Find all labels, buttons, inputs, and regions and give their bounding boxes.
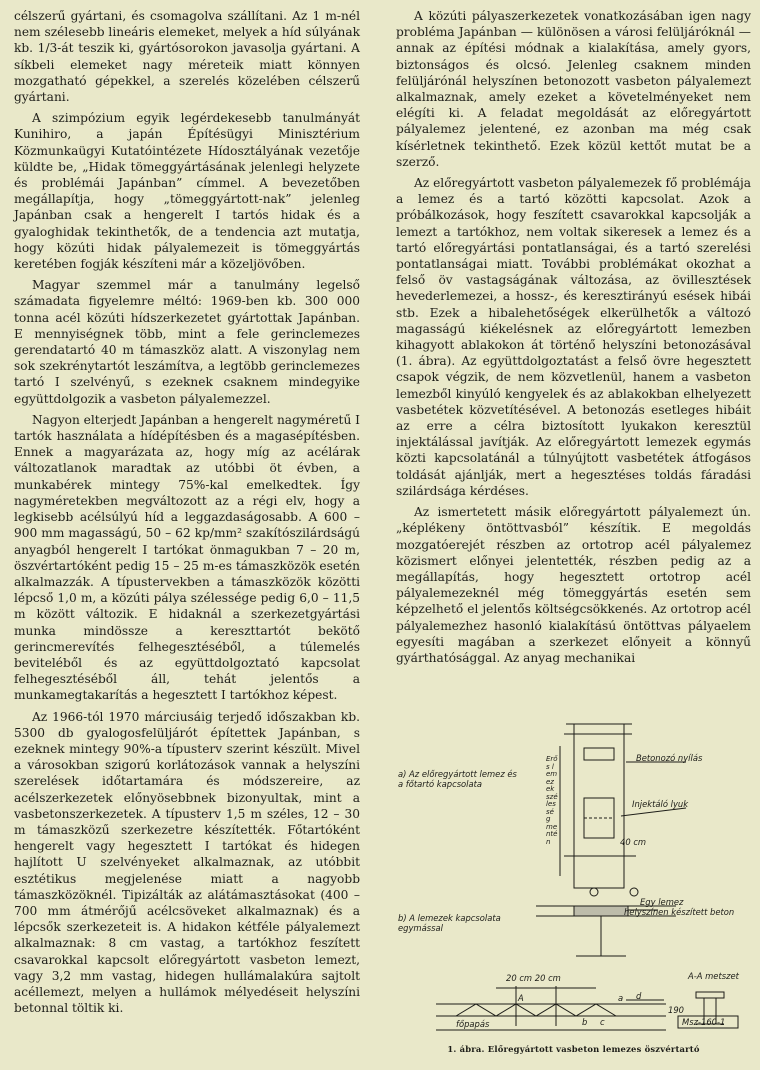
figure-label-side: Erős lemezek szélesség mentén [546,755,558,846]
figure-letter-c: c [600,1017,605,1027]
figure-letter-d: d [636,991,642,1001]
figure-dim-40: 40 cm [620,837,647,847]
right-column [396,8,751,671]
paragraph: Az ismertetett másik előregyártott pályalemezt ún. „képlékeny öntöttvasból” készítik. E megoldás mozgatóerejét részben az ortotrop acél pályalemez közismert előnyei jelentették, részben pedig az a megállapítás, hogy hegesztett ortotrop acél pályalemezeknél még tömeggyártás esetén sem képzelhető el jelentős költségcsökkenés. Az ortotrop acél pályalemezhez hasonló kialakítású öntöttvas pályaelem egyesíti magában a szerkezet előnyeit a könnyű gyárthatósággal. Az anyag mechanikai [396,505,751,665]
figure-label-helyszinen: helyszínen készített beton [624,907,735,917]
figure-dim-20: 20 cm 20 cm [506,973,561,983]
paragraph: Az 1966-tól 1970 márciusáig terjedő időszakban kb. 5300 db gyalogosfelüljárót építettek Japánban, s ezeknek mintegy 90%-a típusterv szerint készült. Mivel a városokban szigorú korlátozások vannak a helyszíni szerelések időtartamára és módszereire, az acélszerkezetek előnyösebbnek bizonyultak, mint a vasbetonszerkezetek. A típusterv 1,5 m széles, 12 – 30 m támaszközű szerkezetre készítették. Főtartóként hengerelt vagy hegesztett I tartókat és hidegen hajlított U szelvényeket alkalmaznak, az utóbbit esztétikus megjelenése miatt a nagyobb támaszközöknél. Tipizálták az alátámasztásokat (400 – 700 mm átmérőjű acélcsöveket alkalmaznak) és a lépcsők szerkezeteit is. A hidakon kétféle pályalemezt alkalmaznak: 8 cm vastag, a tartókhoz feszített csavarokkal kapcsolt előregyártott vasbeton lemezt, vagy 3,2 mm vastag, hidegen hullámalakúra sajtolt acéllemezt, melyen a hullámok mélyedéseit helyszíni betonnal töltik ki. [14,709,360,1016]
left-column [14,8,360,1021]
paragraph: A közúti pályaszerkezetek vonatkozásában igen nagy probléma Japánban — különösen a városi felüljáróknál — annak az építési módnak a kialakítása, amely gyors, biztonságos és olcsó. Jelenleg csaknem minden felüljárónál helyszínen betonozott vasbeton pályalemezt alkalmaznak, amely ezeket a követelményeket nem elégíti ki. A feladat megoldását az előregyártott pályalemez jelentené, ez azonban ma még csak kísérletnek tekinthető. Ezek közül kettőt mutat be a szerző. [396,9,751,169]
paragraph: célszerű gyártani, és csomagolva szállítani. Az 1 m-nél nem szélesebb lineáris elemeket, melyek a híd súlyának kb. 1/3-át teszik ki, gyártósorokon javasolja gyártani. A síkbeli elemeket nagy méreteik miatt könnyen mozgatható gépekkel, a szerelés közelében célszerű gyártani. [14,9,360,105]
figure-1 [396,716,751,1062]
figure-marker-A: A [518,993,524,1003]
figure-code: Msz-160-1 [682,1017,726,1027]
figure-label-fopapas: főpapás [456,1019,490,1029]
paragraph: Nagyon elterjedt Japánban a hengerelt nagyméretű I tartók használata a hídépítésben és a magasépítésben. Ennek a magyarázata az, hogy míg az acélárak változatlanok maradtak az utóbbi öt évben, a munkabérek mintegy 75%-kal emelkedtek. Így nagyméretekben megváltozott az a régi elv, hogy a legkisebb acélsúlyú híd a leggazdaságosabb. A 600 – 900 mm magasságú, 50 – 62 kp/mm² szakítószilárdságú anyagból hengerelt I tartókat önmagukban 7 – 20 m, öszvértartóként pedig 15 – 25 m-es támaszközök esetén alkalmazzák. A típustervekben a támaszközök közötti lépcső 1,0 m, a közúti pálya szélessége pedig 6,0 – 11,5 m között változik. E hidaknál a szerkezetgyártási munka mindössze a kereszttartót bekötő gerincmerevítés felhegesztéséből, a túlemelés beviteléből és az együttdolgoztató kapcsolat felhegesztéséből áll, tehát jelentős a munkamegtakarítás a hegesztett I tartókhoz képest. [14,412,360,703]
paragraph: Magyar szemmel már a tanulmány legelső számadata figyelemre méltó: 1969-ben kb. 300 000 tonna acél közúti hídszerkezetet gyártottak Japánban. E mennyiségnek több, mint a fele gerinclemezes gerendatartó 40 m támaszköz alatt. A viszonylag nem sok szekrénytartót leszámítva, a legtöbb gerinclemezes tartó I szelvényű, s ezeknek csaknem mindegyike együttdolgozik a vasbeton pályalemezzel. [14,278,360,406]
paragraph: A szimpózium egyik legérdekesebb tanulmányát Kunihiro, a japán Építésügyi Minisztérium Közmunkaügyi Kutatóintézete Hídosztályának vezetője küldte be, „Hidak tömeggyártásának jelenlegi helyzete és problémái Japánban” címmel. A bevezetőben megállapítja, hogy „tömeggyártott-nak” jelenleg Japánban csak a hengerelt I tartós hidak és a gyaloghidak tekinthetők, de a tendencia azt mutatja, hogy közúti hidak pályalemezeit is tömeggyártás keretében fogják készíteni már a közeljövőben. [14,111,360,272]
paragraph: Az előregyártott vasbeton pályalemezek fő problémája a lemez és a tartó közötti kapcsolat. Azok a próbálkozások, hogy feszített csavarokkal kapcsolják a lemezt a tartókhoz, nem voltak sikeresek a lemez és a tartó előregyártási pontatlanságai, és a tartó szerelési pontatlanságai miatt. További problémákat okozhat a felső öv vastagságának változása, az övillesztések hevederlemezei, a hossz-, és keresztirányú esések hibái stb. Ezek a hibalehetőségek elkerülhetők a változó magasságú kiékelésnek az előregyártott lemezben kihagyott ablakokon át történő helyszíni betonozásával (1. ábra). Az együttdolgoztatást a felső övre hegesztett csapok végzik, de nem közvetlenül, hanem a vasbeton lemezből kinyúló kengyelek és az ablakokban elhelyezett vasbetétek közvetítésével. A betonozás esetleges hibáit az erre a célra biztosított lyukakon keresztül injektálással javítják. Az előregyártott lemezek egymás közti kapcsolatánál a túlnyújtott vasbetétek átfogásos toldását ajánlják, mert a hegesztéses toldás fáradási szilárdsága kérdéses. [396,176,752,498]
figure-letter-a: a [618,993,624,1003]
figure-caption: 1. ábra. Előregyártott vasbeton lemezes öszvértartó [447,1044,700,1054]
figure-label-section: A-A metszet [688,971,739,981]
figure-dim-190: 190 [668,1005,684,1015]
figure-label-b: b) A lemezek kapcsolata egymással [398,913,501,933]
figure-label-injektalo: Injektáló lyuk [632,799,689,809]
figure-label-a: a) Az előregyártott lemez és a főtartó kapcsolata [398,769,517,789]
figure-label-egy-lemez: Egy lemez [640,897,684,907]
figure-label-betonozo: Betonozó nyílás [636,753,703,763]
figure-letter-b: b [582,1017,588,1027]
figure-drawing [396,716,751,1038]
